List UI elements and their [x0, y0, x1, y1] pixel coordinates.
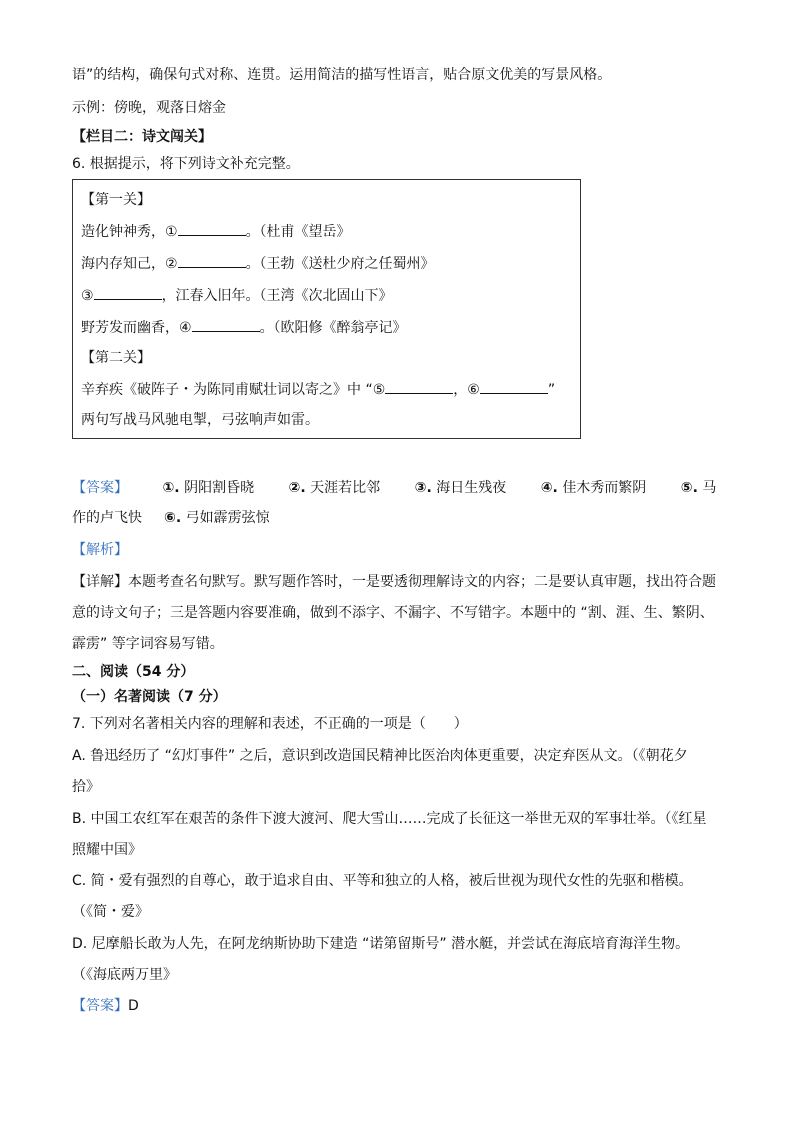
option-b-line-2: 照耀中国》 [72, 842, 142, 858]
blank-2[interactable] [178, 253, 246, 268]
option-c-line-1: C. 简・爱有强烈的自尊心，敢于追求自由、平等和独立的人格，被后世视为现代女性的先驱和楷模。 [72, 873, 693, 889]
answer-7-label: 【答案】 [72, 998, 128, 1014]
blank-3[interactable] [94, 285, 162, 300]
question-6-box [72, 179, 581, 439]
blank-line-3: ③ ，江春入旧年。（王湾《次北固山下》 [81, 285, 393, 306]
answer-7-value: D [128, 998, 139, 1014]
answer-6-line-2: 作的卢飞快 ⑥. 弓如霹雳弦惊 [72, 510, 270, 526]
section-title: 【栏目二：诗文闯关】 [72, 129, 212, 145]
option-d-line-1: D. 尼摩船长敢为人先，在阿龙纳斯协助下建造 “诺第留斯号” 潜水艇，并尝试在海底培育海洋生物。 [72, 936, 690, 952]
answer-item: ③. 海日生残夜 [414, 480, 507, 496]
answer-6-line [72, 478, 722, 498]
blank-1[interactable] [178, 221, 246, 236]
analysis-line-2: 意的诗文句子；三是答题内容要准确，做到不添字、不漏字、不写错字。本题中的 “割、涯、生、繁阴、 [72, 605, 714, 621]
answer-item: ②. 天涯若比邻 [288, 480, 381, 496]
option-a-line-2: 拾》 [72, 779, 100, 795]
analysis-label: 【解析】 [72, 542, 128, 558]
option-c-line-2: （《简・爱》 [72, 904, 149, 920]
intro-line: 语”的结构，确保句式对称、连贯。运用简洁的描写性语言，贴合原文优美的写景风格。 [72, 67, 612, 83]
question-6-stem: 6. 根据提示，将下列诗文补充完整。 [72, 156, 300, 172]
answer-label: 【答案】 [72, 480, 128, 496]
blank-6[interactable] [480, 379, 548, 394]
answer-7-line [72, 996, 139, 1016]
blank-line-5: 辛弃疾《破阵子・为陈同甫赋壮词以寄之》中 “⑤ ，⑥ ” [81, 379, 555, 400]
blank-4[interactable] [192, 317, 260, 332]
answer-item: ①. 阴阳割昏晓 [162, 480, 255, 496]
answer-item: ⑤. 马 [680, 480, 717, 496]
part-2-subtitle: （一）名著阅读（7 分） [72, 689, 227, 705]
option-b-line-1: B. 中国工农红军在艰苦的条件下渡大渡河、爬大雪山……完成了长征这一举世无双的军事壮举。（《红星 [72, 811, 707, 827]
analysis-line-1: 【详解】本题考查名句默写。默写题作答时，一是要透彻理解诗文的内容；二是要认真审题，找出符合题 [72, 574, 716, 590]
analysis-line-3: 霹雳” 等字词容易写错。 [72, 636, 224, 652]
pass-1-title: 【第一关】 [81, 192, 151, 208]
box-last-line: 两句写战马风驰电掣，弓弦响声如雷。 [81, 412, 319, 428]
option-a-line-1: A. 鲁迅经历了 “幻灯事件” 之后，意识到改造国民精神比医治肉体更重要，决定弃医从文。（《朝花夕 [72, 748, 688, 764]
pass-2-title: 【第二关】 [81, 350, 151, 366]
blank-5[interactable] [385, 379, 453, 394]
blank-line-2: 海内存知己，② 。（王勃《送杜少府之任蜀州》 [81, 253, 435, 274]
example-line: 示例：傍晚，观落日熔金 [72, 100, 226, 116]
blank-line-4: 野芳发而幽香，④ 。（欧阳修《醉翁亭记》 [81, 317, 407, 338]
option-d-line-2: （《海底两万里》 [72, 967, 177, 983]
part-2-title: 二、阅读（54 分） [72, 664, 195, 680]
question-7-stem: 7. 下列对名著相关内容的理解和表述，不正确的一项是（ ） [72, 716, 468, 732]
blank-line-1: 造化钟神秀，① 。（杜甫《望岳》 [81, 221, 351, 242]
answer-item: ④. 佳木秀而繁阴 [540, 480, 647, 496]
